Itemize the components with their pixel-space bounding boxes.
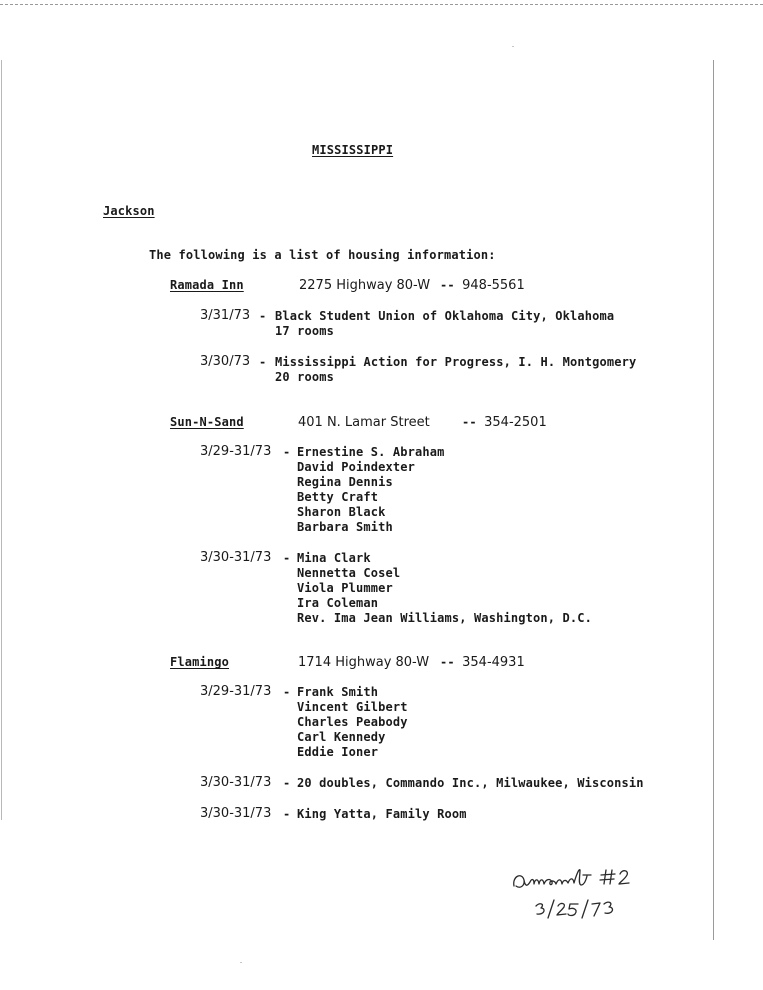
intro-text: The following is a list of housing information:	[149, 248, 496, 262]
entry-line: Frank Smith	[297, 685, 379, 699]
page-left-edge	[1, 60, 2, 820]
document-title: MISSISSIPPI	[312, 143, 394, 157]
page-top-edge	[0, 4, 763, 5]
entry-dash: -	[283, 776, 291, 790]
hotel-address-text	[298, 655, 429, 670]
entry-line: Viola Plummer	[297, 581, 393, 595]
entry-line: 20 rooms	[275, 370, 334, 384]
phone-line: -- 354-2501	[462, 415, 547, 430]
entry-line: Rev. Ima Jean Williams, Washington, D.C.	[297, 611, 592, 625]
entry-line: 20 doubles, Commando Inc., Milwaukee, Wisconsin	[297, 776, 644, 790]
entry-line: 17 rooms	[275, 324, 334, 338]
entry-line: Mina Clark	[297, 551, 371, 565]
entry-date: 3/29-31/73	[200, 444, 272, 459]
address: 401 N. Lamar Street	[298, 415, 430, 430]
entry-line: Ira Coleman	[297, 596, 379, 610]
entry-line: Regina Dennis	[297, 475, 393, 489]
entry-date: 3/29-31/73	[200, 684, 272, 699]
hotel-name: Sun-N-Sand	[170, 415, 244, 429]
hotel-address-text	[299, 278, 430, 293]
entry-dash: -	[259, 309, 267, 323]
entry-dash: -	[283, 807, 291, 821]
hotel-phone: 354-4931	[462, 655, 525, 670]
entry-line: King Yatta, Family Room	[297, 807, 467, 821]
entry-date: 3/31/73	[200, 308, 251, 323]
hotel-phone: 948-5561	[462, 278, 525, 293]
entry-date: 3/30-31/73	[200, 775, 272, 790]
handwritten-annotation	[508, 862, 678, 932]
entry-line: Barbara Smith	[297, 520, 393, 534]
entry-line: Charles Peabody	[297, 715, 408, 729]
entry-line: David Poindexter	[297, 460, 415, 474]
hotel-phone: 354-2501	[484, 415, 547, 430]
entry-line: Sharon Black	[297, 505, 386, 519]
hotel-name: Flamingo	[170, 655, 229, 669]
entry-dash: -	[259, 355, 267, 369]
entry-dash: -	[283, 445, 291, 459]
address: 1714 Highway 80-W	[298, 655, 430, 670]
entry-date: 3/30-31/73	[200, 550, 272, 565]
page-right-edge	[713, 60, 714, 940]
city-heading: Jackson	[103, 204, 155, 218]
entry-line: Eddie Ioner	[297, 745, 379, 759]
entry-line: Black Student Union of Oklahoma City, Oklahoma	[275, 309, 615, 323]
entry-line: Nennetta Cosel	[297, 566, 401, 580]
phone-line: -- 948-5561	[440, 278, 525, 293]
scan-speck	[512, 46, 514, 47]
entry-line: Betty Craft	[297, 490, 379, 504]
scan-speck	[240, 962, 242, 963]
entry-line: Vincent Gilbert	[297, 700, 408, 714]
hotel-name: Ramada Inn	[170, 278, 244, 292]
entry-date: 3/30/73	[200, 354, 251, 369]
hotel-address-text	[298, 415, 430, 430]
entry-dash: -	[283, 685, 291, 699]
phone-line: -- 354-4931	[440, 655, 525, 670]
entry-line: Ernestine S. Abraham	[297, 445, 445, 459]
entry-dash: -	[283, 551, 291, 565]
entry-date: 3/30-31/73	[200, 806, 272, 821]
address: 2275 Highway 80-W	[299, 278, 431, 293]
entry-line: Mississippi Action for Progress, I. H. Montgomery	[275, 355, 637, 369]
entry-line: Carl Kennedy	[297, 730, 386, 744]
